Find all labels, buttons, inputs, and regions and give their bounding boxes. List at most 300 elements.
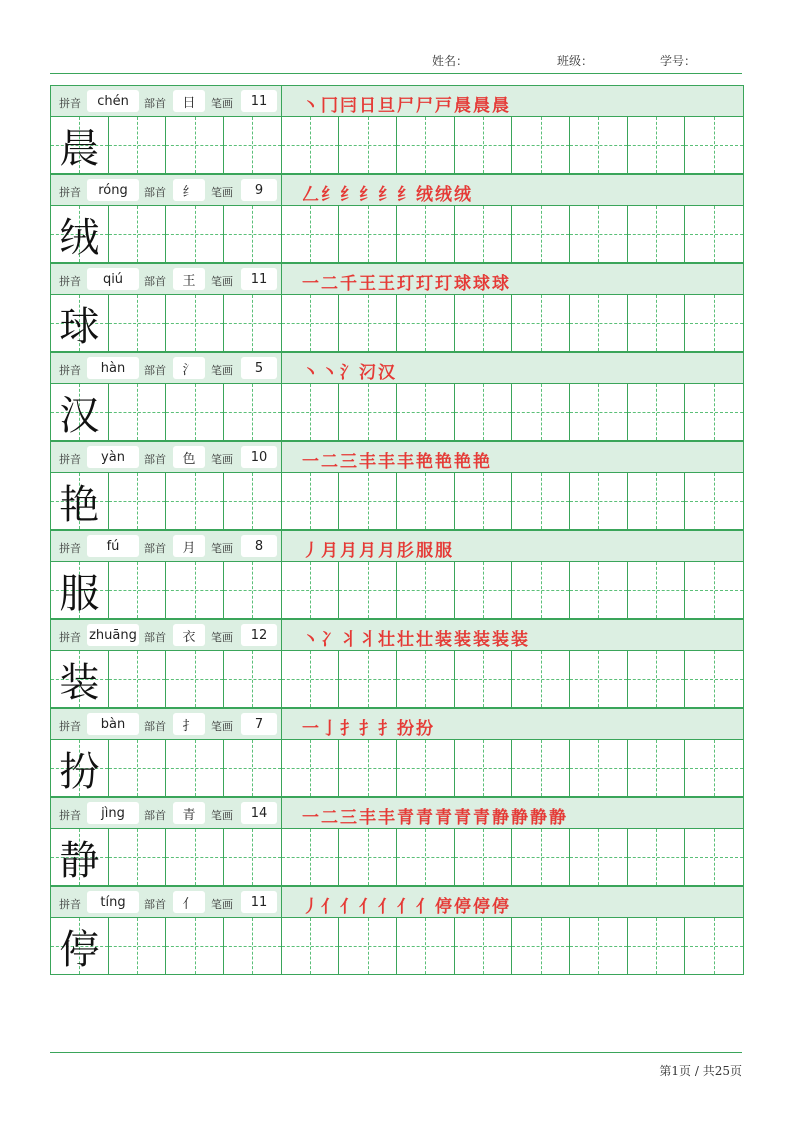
- practice-cell[interactable]: [109, 473, 167, 529]
- pinyin-value: yàn: [87, 446, 139, 468]
- practice-cell[interactable]: [339, 651, 397, 707]
- practice-cell[interactable]: [570, 473, 628, 529]
- stroke-order-step: [396, 803, 415, 828]
- stroke-order-step: [377, 447, 396, 472]
- info-separator: [281, 442, 282, 472]
- stroke-order-step: [415, 536, 434, 561]
- radical-value: 扌: [173, 713, 205, 735]
- practice-cell[interactable]: [512, 740, 570, 796]
- practice-cell[interactable]: [224, 473, 282, 529]
- practice-cell[interactable]: [282, 740, 340, 796]
- stroke-order-step: [491, 803, 510, 828]
- stroke-order-glyph: 丶: [302, 96, 319, 116]
- stroke-order-step: [358, 180, 377, 205]
- character-block: [51, 263, 743, 352]
- stroke-order-step: [415, 803, 434, 828]
- practice-cell[interactable]: [166, 384, 224, 440]
- practice-cell[interactable]: [570, 651, 628, 707]
- practice-cell[interactable]: [166, 295, 224, 351]
- practice-cell[interactable]: [282, 384, 340, 440]
- practice-cell[interactable]: [628, 829, 686, 885]
- practice-cell[interactable]: [166, 829, 224, 885]
- stroke-order-step: [320, 269, 339, 294]
- practice-cell[interactable]: [109, 829, 167, 885]
- stroke-order-glyph: 亅: [321, 719, 338, 739]
- stroke-order-glyph: 丿: [302, 897, 319, 917]
- stroke-order-step: [453, 803, 472, 828]
- character-block: [51, 619, 743, 708]
- stroke-order-glyph: 装: [454, 630, 471, 650]
- stroke-order-step: [301, 91, 320, 116]
- practice-cell[interactable]: [397, 918, 455, 974]
- stroke-order-step: [472, 91, 491, 116]
- practice-cell[interactable]: [109, 918, 167, 974]
- stroke-order-glyph: 月: [321, 541, 338, 561]
- practice-cell[interactable]: [339, 918, 397, 974]
- stroke-order-sequence: [301, 180, 472, 205]
- practice-cell[interactable]: [282, 206, 340, 262]
- practice-cell[interactable]: [455, 562, 513, 618]
- practice-cell[interactable]: [570, 829, 628, 885]
- practice-cell[interactable]: [282, 117, 340, 173]
- writing-grid-row: [51, 472, 743, 530]
- stroke-order-step: [377, 91, 396, 116]
- stroke-order-glyph: 装: [511, 630, 528, 650]
- practice-cell[interactable]: [166, 117, 224, 173]
- practice-cell[interactable]: [166, 740, 224, 796]
- stroke-order-sequence: [301, 536, 453, 561]
- practice-cell[interactable]: [339, 829, 397, 885]
- stroke-order-step: [377, 892, 396, 917]
- stroke-order-step: [377, 358, 396, 383]
- stroke-order-step: [434, 536, 453, 561]
- stroke-order-glyph: 丰: [359, 452, 376, 472]
- stroke-order-step: [358, 91, 377, 116]
- practice-cell[interactable]: [685, 829, 743, 885]
- stroke-count-label: 笔画: [211, 720, 233, 733]
- info-separator: [281, 264, 282, 294]
- practice-cell[interactable]: [685, 473, 743, 529]
- model-character-cell: [51, 384, 109, 440]
- model-character-cell: [51, 651, 109, 707]
- practice-cell[interactable]: [628, 384, 686, 440]
- stroke-order-glyph: 丰: [397, 452, 414, 472]
- info-separator: [281, 887, 282, 917]
- practice-cell[interactable]: [512, 562, 570, 618]
- stroke-order-sequence: [301, 269, 510, 294]
- stroke-order-step: [358, 625, 377, 650]
- stroke-order-glyph: 服: [435, 541, 452, 561]
- radical-label: 部首: [144, 631, 166, 644]
- practice-cell[interactable]: [339, 740, 397, 796]
- practice-cell[interactable]: [570, 740, 628, 796]
- stroke-order-glyph: 一: [302, 274, 319, 294]
- practice-cell[interactable]: [224, 918, 282, 974]
- stroke-order-glyph: 停: [454, 897, 471, 917]
- practice-cell[interactable]: [397, 829, 455, 885]
- stroke-order-glyph: 丶: [302, 363, 319, 383]
- practice-cell[interactable]: [570, 206, 628, 262]
- practice-cell[interactable]: [628, 562, 686, 618]
- practice-cell[interactable]: [397, 384, 455, 440]
- character-info-bar: [51, 263, 743, 294]
- stroke-order-step: [415, 447, 434, 472]
- model-character: 晨: [59, 125, 100, 172]
- stroke-count-label: 笔画: [211, 186, 233, 199]
- model-character: 停: [59, 926, 100, 973]
- practice-cell[interactable]: [685, 384, 743, 440]
- stroke-order-glyph: 壮: [397, 630, 414, 650]
- practice-cell[interactable]: [224, 829, 282, 885]
- practice-cell[interactable]: [397, 651, 455, 707]
- practice-cell[interactable]: [685, 206, 743, 262]
- practice-cell[interactable]: [685, 562, 743, 618]
- practice-cell[interactable]: [685, 918, 743, 974]
- stroke-order-step: [434, 180, 453, 205]
- stroke-order-step: [491, 892, 510, 917]
- stroke-order-glyph: 停: [492, 897, 509, 917]
- stroke-count-value: 12: [241, 624, 277, 646]
- stroke-order-glyph: 扌: [378, 719, 395, 739]
- stroke-order-glyph: 冂: [321, 96, 338, 116]
- practice-cell[interactable]: [512, 384, 570, 440]
- pinyin-label: 拼音: [59, 275, 81, 288]
- stroke-order-step: [415, 269, 434, 294]
- practice-cell[interactable]: [512, 829, 570, 885]
- model-character: 绒: [59, 214, 100, 261]
- stroke-order-step: [396, 625, 415, 650]
- writing-grid-row: [51, 116, 743, 174]
- stroke-order-glyph: 艳: [454, 452, 471, 472]
- practice-cell[interactable]: [109, 117, 167, 173]
- practice-cell[interactable]: [628, 473, 686, 529]
- practice-cell[interactable]: [512, 651, 570, 707]
- stroke-order-glyph: 月: [378, 541, 395, 561]
- character-info-bar: [51, 619, 743, 650]
- info-separator: [281, 353, 282, 383]
- stroke-order-glyph: 壮: [416, 630, 433, 650]
- stroke-order-glyph: 球: [473, 274, 490, 294]
- stroke-order-glyph: 肜: [397, 541, 414, 561]
- writing-grid-row: [51, 917, 743, 975]
- writing-grid-row: [51, 650, 743, 708]
- stroke-order-step: [529, 803, 548, 828]
- character-info-bar: [51, 352, 743, 383]
- practice-cell[interactable]: [628, 295, 686, 351]
- pinyin-label: 拼音: [59, 186, 81, 199]
- stroke-count-value: 7: [241, 713, 277, 735]
- stroke-order-step: [453, 625, 472, 650]
- stroke-order-step: [434, 625, 453, 650]
- stroke-order-glyph: 停: [435, 897, 452, 917]
- student-number-label: 学号：: [660, 54, 697, 68]
- radical-label: 部首: [144, 453, 166, 466]
- practice-cell[interactable]: [397, 473, 455, 529]
- model-character-cell: [51, 918, 109, 974]
- practice-cell[interactable]: [570, 562, 628, 618]
- class-label: 班级：: [557, 54, 594, 68]
- stroke-order-step: [491, 625, 510, 650]
- writing-grid-row: [51, 383, 743, 441]
- pinyin-label: 拼音: [59, 720, 81, 733]
- stroke-order-glyph: 晨: [473, 96, 490, 116]
- practice-cell[interactable]: [685, 117, 743, 173]
- stroke-order-glyph: 𠃋: [302, 185, 319, 205]
- radical-label: 部首: [144, 186, 166, 199]
- pinyin-label: 拼音: [59, 809, 81, 822]
- radical-value: 青: [173, 802, 205, 824]
- practice-cell[interactable]: [570, 117, 628, 173]
- stroke-order-glyph: 纟: [321, 185, 338, 205]
- stroke-order-glyph: 艳: [435, 452, 452, 472]
- character-info-bar: [51, 886, 743, 917]
- model-character: 球: [59, 303, 100, 350]
- stroke-order-glyph: 球: [492, 274, 509, 294]
- writing-grid-row: [51, 561, 743, 619]
- pinyin-value: fú: [87, 535, 139, 557]
- stroke-order-glyph: 扮: [397, 719, 414, 739]
- stroke-order-step: [377, 714, 396, 739]
- practice-cell[interactable]: [512, 473, 570, 529]
- pinyin-label: 拼音: [59, 542, 81, 555]
- stroke-order-glyph: 氵: [340, 363, 357, 383]
- header: [52, 50, 742, 72]
- practice-cell[interactable]: [455, 740, 513, 796]
- stroke-count-label: 笔画: [211, 631, 233, 644]
- stroke-order-glyph: 亻: [359, 897, 376, 917]
- stroke-order-glyph: 静: [492, 808, 509, 828]
- practice-cell[interactable]: [455, 651, 513, 707]
- practice-cell[interactable]: [397, 206, 455, 262]
- radical-label: 部首: [144, 898, 166, 911]
- stroke-order-step: [339, 536, 358, 561]
- stroke-order-glyph: 扌: [340, 719, 357, 739]
- radical-label: 部首: [144, 364, 166, 377]
- stroke-order-step: [453, 91, 472, 116]
- practice-cell[interactable]: [455, 295, 513, 351]
- practice-cell[interactable]: [166, 918, 224, 974]
- character-block: [51, 85, 743, 174]
- practice-cell[interactable]: [282, 829, 340, 885]
- model-character: 汉: [59, 392, 100, 439]
- pinyin-value: róng: [87, 179, 139, 201]
- writing-grid-row: [51, 828, 743, 886]
- stroke-order-step: [339, 625, 358, 650]
- practice-cell[interactable]: [166, 206, 224, 262]
- stroke-order-step: [472, 625, 491, 650]
- pinyin-value: bàn: [87, 713, 139, 735]
- practice-cell[interactable]: [685, 295, 743, 351]
- practice-cell[interactable]: [455, 829, 513, 885]
- practice-cell[interactable]: [109, 740, 167, 796]
- practice-cell[interactable]: [512, 918, 570, 974]
- stroke-order-step: [434, 269, 453, 294]
- stroke-order-step: [415, 625, 434, 650]
- pinyin-label: 拼音: [59, 898, 81, 911]
- character-info-bar: [51, 530, 743, 561]
- stroke-order-glyph: 二: [321, 808, 338, 828]
- stroke-order-glyph: 丰: [378, 808, 395, 828]
- practice-cell[interactable]: [455, 206, 513, 262]
- practice-cell[interactable]: [282, 473, 340, 529]
- radical-label: 部首: [144, 275, 166, 288]
- stroke-order-step: [453, 447, 472, 472]
- practice-cell[interactable]: [339, 117, 397, 173]
- radical-value: 月: [173, 535, 205, 557]
- practice-cell[interactable]: [397, 295, 455, 351]
- practice-cell[interactable]: [397, 740, 455, 796]
- info-separator: [281, 531, 282, 561]
- pinyin-value: jìng: [87, 802, 139, 824]
- practice-cell[interactable]: [224, 384, 282, 440]
- practice-cell[interactable]: [512, 117, 570, 173]
- practice-cell[interactable]: [224, 117, 282, 173]
- stroke-order-glyph: 纟: [397, 185, 414, 205]
- practice-cell[interactable]: [224, 740, 282, 796]
- practice-cell[interactable]: [282, 651, 340, 707]
- practice-cell[interactable]: [339, 473, 397, 529]
- practice-cell[interactable]: [339, 562, 397, 618]
- stroke-order-step: [396, 447, 415, 472]
- stroke-count-value: 8: [241, 535, 277, 557]
- stroke-count-label: 笔画: [211, 453, 233, 466]
- practice-cell[interactable]: [570, 918, 628, 974]
- practice-cell[interactable]: [166, 473, 224, 529]
- model-character-cell: [51, 206, 109, 262]
- pinyin-label: 拼音: [59, 97, 81, 110]
- practice-cell[interactable]: [455, 384, 513, 440]
- stroke-order-step: [548, 803, 567, 828]
- practice-cell[interactable]: [512, 206, 570, 262]
- practice-cell[interactable]: [397, 562, 455, 618]
- practice-cell[interactable]: [339, 295, 397, 351]
- stroke-order-glyph: 一: [302, 808, 319, 828]
- practice-cell[interactable]: [282, 562, 340, 618]
- stroke-order-glyph: 扮: [416, 719, 433, 739]
- stroke-order-glyph: 尸: [416, 96, 433, 116]
- practice-cell[interactable]: [224, 206, 282, 262]
- stroke-order-step: [434, 803, 453, 828]
- stroke-order-glyph: 旦: [378, 96, 395, 116]
- practice-cell[interactable]: [628, 206, 686, 262]
- stroke-order-glyph: 青: [473, 808, 490, 828]
- stroke-order-step: [320, 536, 339, 561]
- stroke-order-glyph: 晨: [454, 96, 471, 116]
- footer-divider: [50, 1052, 742, 1053]
- stroke-order-glyph: 王: [359, 274, 376, 294]
- practice-cell[interactable]: [455, 473, 513, 529]
- practice-cell[interactable]: [628, 740, 686, 796]
- pinyin-value: qiú: [87, 268, 139, 290]
- stroke-order-step: [358, 447, 377, 472]
- practice-cell[interactable]: [224, 562, 282, 618]
- practice-cell[interactable]: [224, 295, 282, 351]
- character-info-bar: [51, 85, 743, 116]
- practice-cell[interactable]: [628, 651, 686, 707]
- stroke-order-glyph: 艳: [473, 452, 490, 472]
- practice-cell[interactable]: [224, 651, 282, 707]
- practice-cell[interactable]: [570, 384, 628, 440]
- practice-cell[interactable]: [628, 117, 686, 173]
- stroke-order-step: [415, 91, 434, 116]
- stroke-order-glyph: 戸: [435, 96, 452, 116]
- practice-cell[interactable]: [570, 295, 628, 351]
- stroke-count-value: 5: [241, 357, 277, 379]
- writing-grid-row: [51, 205, 743, 263]
- stroke-order-glyph: 千: [340, 274, 357, 294]
- practice-cell[interactable]: [109, 384, 167, 440]
- practice-cell[interactable]: [109, 295, 167, 351]
- stroke-order-glyph: 绒: [435, 185, 452, 205]
- practice-cell[interactable]: [166, 562, 224, 618]
- stroke-order-step: [510, 803, 529, 828]
- stroke-order-step: [339, 269, 358, 294]
- radical-label: 部首: [144, 809, 166, 822]
- radical-label: 部首: [144, 720, 166, 733]
- stroke-order-step: [339, 892, 358, 917]
- stroke-order-step: [472, 269, 491, 294]
- stroke-order-step: [358, 358, 377, 383]
- stroke-order-glyph: 球: [454, 274, 471, 294]
- practice-cell[interactable]: [282, 918, 340, 974]
- character-info-bar: [51, 797, 743, 828]
- stroke-order-glyph: 青: [454, 808, 471, 828]
- stroke-order-glyph: 亻: [416, 897, 433, 917]
- practice-cell[interactable]: [455, 918, 513, 974]
- radical-label: 部首: [144, 97, 166, 110]
- stroke-order-step: [377, 625, 396, 650]
- model-character-cell: [51, 295, 109, 351]
- stroke-order-step: [434, 91, 453, 116]
- practice-cell[interactable]: [166, 651, 224, 707]
- info-separator: [281, 175, 282, 205]
- stroke-order-glyph: 青: [397, 808, 414, 828]
- practice-cell[interactable]: [109, 651, 167, 707]
- info-separator: [281, 86, 282, 116]
- stroke-order-glyph: 三: [340, 452, 357, 472]
- practice-cell[interactable]: [109, 206, 167, 262]
- practice-cell[interactable]: [685, 651, 743, 707]
- stroke-count-label: 笔画: [211, 542, 233, 555]
- practice-cell[interactable]: [109, 562, 167, 618]
- writing-grid-row: [51, 294, 743, 352]
- practice-cell[interactable]: [455, 117, 513, 173]
- header-divider: [50, 73, 742, 74]
- stroke-order-step: [396, 269, 415, 294]
- practice-cell[interactable]: [339, 384, 397, 440]
- practice-cell[interactable]: [397, 117, 455, 173]
- model-character: 服: [59, 570, 100, 617]
- practice-cell[interactable]: [512, 295, 570, 351]
- radical-value: 日: [173, 90, 205, 112]
- stroke-order-glyph: 丰: [378, 452, 395, 472]
- stroke-order-glyph: 静: [511, 808, 528, 828]
- stroke-order-step: [472, 892, 491, 917]
- stroke-order-step: [339, 358, 358, 383]
- practice-cell[interactable]: [685, 740, 743, 796]
- character-block: [51, 530, 743, 619]
- practice-cell[interactable]: [339, 206, 397, 262]
- stroke-count-label: 笔画: [211, 275, 233, 288]
- stroke-order-glyph: 玎: [416, 274, 433, 294]
- stroke-order-step: [301, 625, 320, 650]
- practice-cell[interactable]: [282, 295, 340, 351]
- stroke-order-step: [320, 625, 339, 650]
- stroke-order-step: [320, 447, 339, 472]
- stroke-order-glyph: 静: [549, 808, 566, 828]
- stroke-order-glyph: 冃: [340, 96, 357, 116]
- practice-cell[interactable]: [628, 918, 686, 974]
